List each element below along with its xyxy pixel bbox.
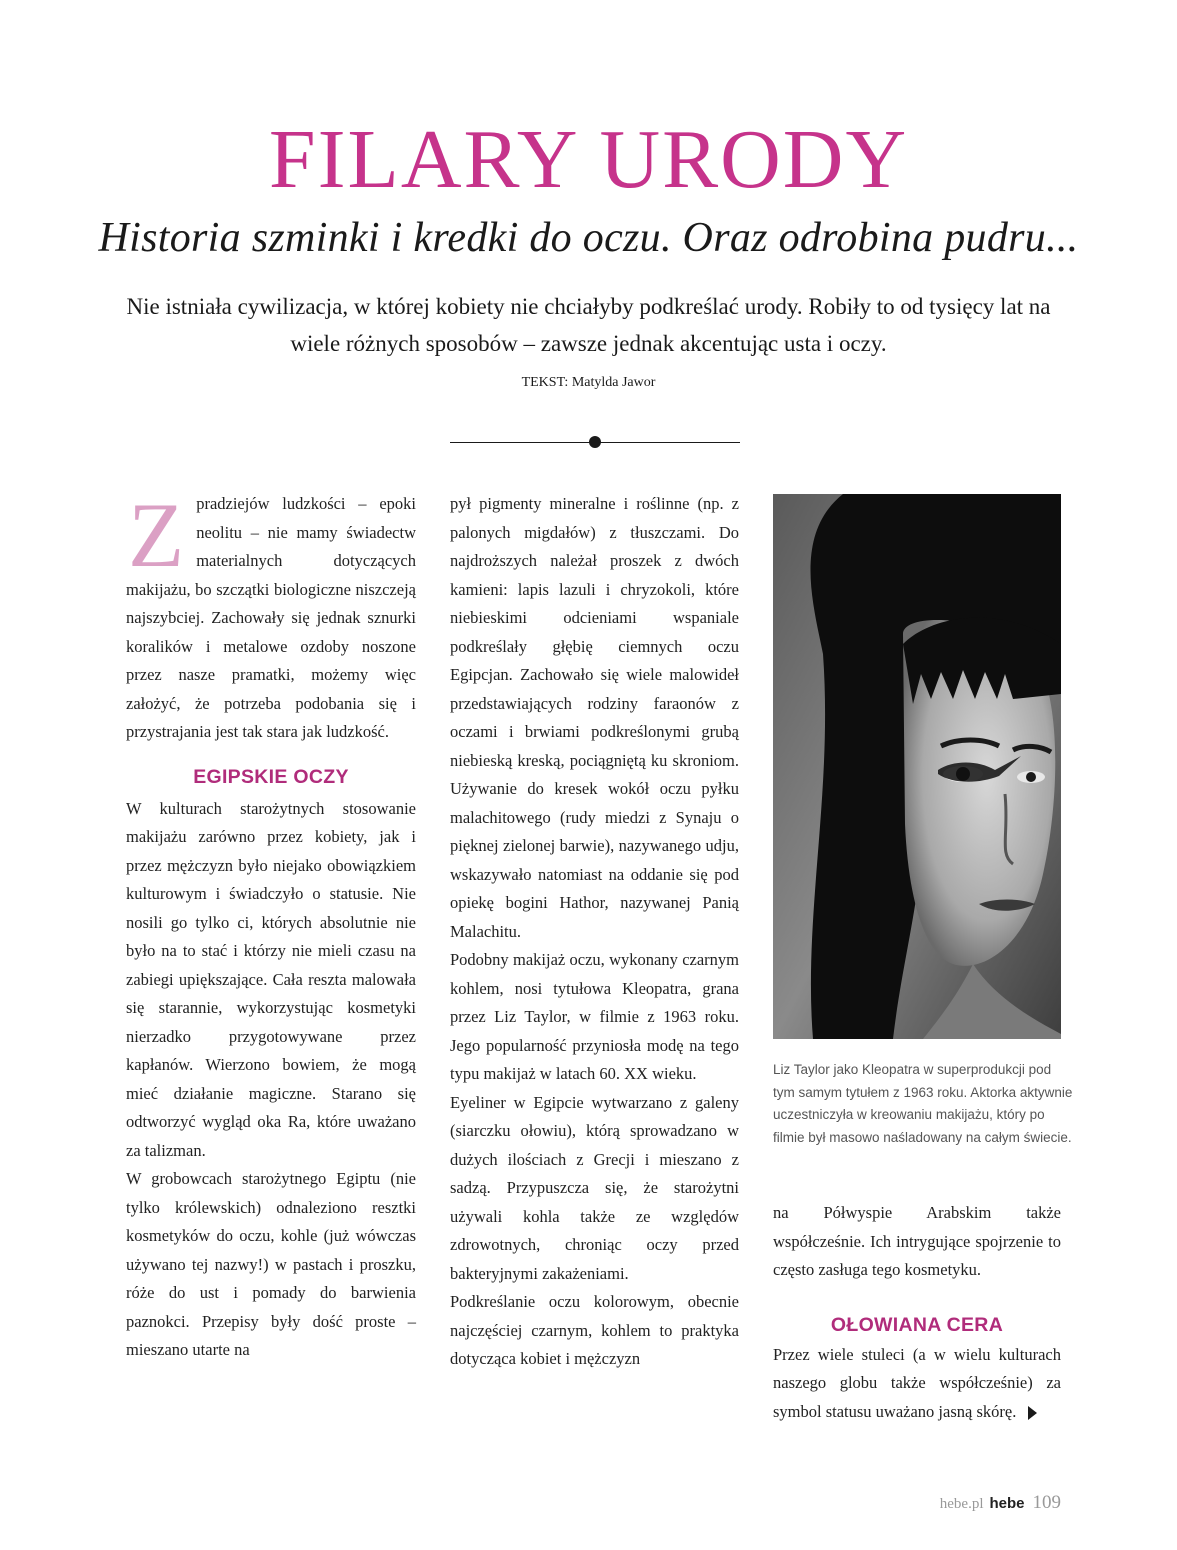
continue-arrow-icon[interactable] xyxy=(1028,1406,1037,1420)
article-title: FILARY URODY xyxy=(268,113,909,206)
paragraph: Podobny makijaż oczu, wykonany czarnym kohlem, nosi tytułowa Kleopatra, grana przez Liz Taylor, w filmie z 1963 roku. Jego popularność przyniosła modę na tego typu makijaż w latach 60. XX wieku. xyxy=(450,950,739,1083)
column-2 xyxy=(450,490,739,1374)
paragraph: pył pigmenty mineralne i roślinne (np. z palonych migdałów) z tłuszczami. Do najdroższych należał proszek z dwóch kamieni: lapis lazuli i chryzokoli, które niebieskimi odcieniami wspaniale podkreślały głębię ciemnych oczu Egipcjan. Zachowało się wiele malowideł przedstawiających rodziny faraonów z oczami i brwiami podkreślonymi grubą niebieską kreską, pociągniętą ku skroniom. Używanie do kresek wokół oczu pyłku malachitowego (rudy miedzi z Synaju o pięknej zielonej barwie), nazywanego udju, wskazywało natomiast na oddanie się pod opiekę bogini Hathor, nazywanej Panią Malachitu. xyxy=(450,494,739,941)
article-lead: Nie istniała cywilizacja, w której kobiety nie chciałyby podkreślać urody. Robiły to od tysięcy lat na wiele różnych sposobów – zawsze jednak akcentując usta i oczy. xyxy=(126,294,1051,356)
paragraph xyxy=(773,1341,1061,1427)
divider-dot-icon xyxy=(589,436,601,448)
section-heading-lead-complexion: OŁOWIANA CERA xyxy=(830,1313,1004,1336)
footer-brand-logo: hebe xyxy=(989,1495,1025,1512)
portrait-illustration xyxy=(773,494,1061,1039)
page-number: 109 xyxy=(1032,1492,1061,1513)
section-divider xyxy=(450,436,740,448)
column-3 xyxy=(773,1199,1061,1426)
drop-cap: Z xyxy=(128,484,185,586)
paragraph: Eyeliner w Egipcie wytwarzano z galeny (siarczku ołowiu), którą sprowadzano w dużych ilościach z Grecji i mieszano z sadzą. Przypuszcza się, że starożytni używali kohla także ze względów zdrowotnych, chroniąc oczy przed bakteryjnymi zakażeniami. xyxy=(450,1092,739,1283)
paragraph: W kulturach starożytnych stosowanie makijażu zarówno przez kobiety, jak i przez mężczyzn było niejako obowiązkiem kulturowym i świadczyło o statusie. Nie nosili go tylko ci, których absolutnie nie było na to stać i którzy nie mieli czasu na zabiegi upiększające. Cała reszta malowała się starannie, wykorzystując kosmetyki nierzadko przygotowywane przez kapłanów. Wierzono bowiem, że mogą mieć działanie magiczne. Starano się odtworzyć wygląd oka Ra, które uważano za talizman. xyxy=(126,798,416,1160)
paragraph: W grobowcach starożytnego Egiptu (nie tylko królewskich) odnaleziono resztki kosmetyków do oczu, kohle (już wówczas używano tej nazwy!) w pastach i proszku, róże do ust i pomady do barwienia paznokci. Przepisy były dość proste – mieszano utarte na xyxy=(126,1169,416,1359)
intro-paragraph xyxy=(126,484,416,747)
column-1 xyxy=(126,484,416,1365)
footer-site: hebe.pl xyxy=(939,1496,984,1512)
page-footer xyxy=(940,1492,1061,1518)
article-byline: TEKST: Matylda Jawor xyxy=(521,375,656,390)
cleopatra-portrait-photo xyxy=(773,494,1061,1039)
article-subtitle: Historia szminki i kredki do oczu. Oraz odrobina pudru... xyxy=(98,215,1079,261)
section-heading-egyptian-eyes: EGIPSKIE OCZY xyxy=(193,765,349,788)
photo-caption: Liz Taylor jako Kleopatra w superprodukcji pod tym samym tytułem z 1963 roku. Aktorka aktywnie uczestniczyła w kreowaniu makijażu, który po filmie był masowo naśladowany na całym świecie. xyxy=(773,1062,1073,1145)
paragraph: Podkreślanie oczu kolorowym, obecnie najczęściej czarnym, kohlem to praktyka dotycząca kobiet i mężczyzn xyxy=(450,1292,739,1368)
paragraph: na Półwyspie Arabskim także współcześnie. Ich intrygujące spojrzenie to często zasługa tego kosmetyku. xyxy=(773,1203,1061,1279)
paragraph-text: Przez wiele stuleci (a w wielu kulturach naszego globu także współcześnie) za symbol statusu uważano jasną skórę. xyxy=(773,1344,1061,1421)
intro-text: pradziejów ludzkości – epoki neolitu – nie mamy świadectw materialnych dotyczących makijażu, bo szczątki biologiczne niszczeją najszybciej. Zachowały się jednak sznurki koralików i metalowe ozdoby noszone przez nasze pramatki, możemy więc założyć, że potrzeba podobania się i przystrajania jest tak stara jak ludzkość. xyxy=(126,494,416,741)
